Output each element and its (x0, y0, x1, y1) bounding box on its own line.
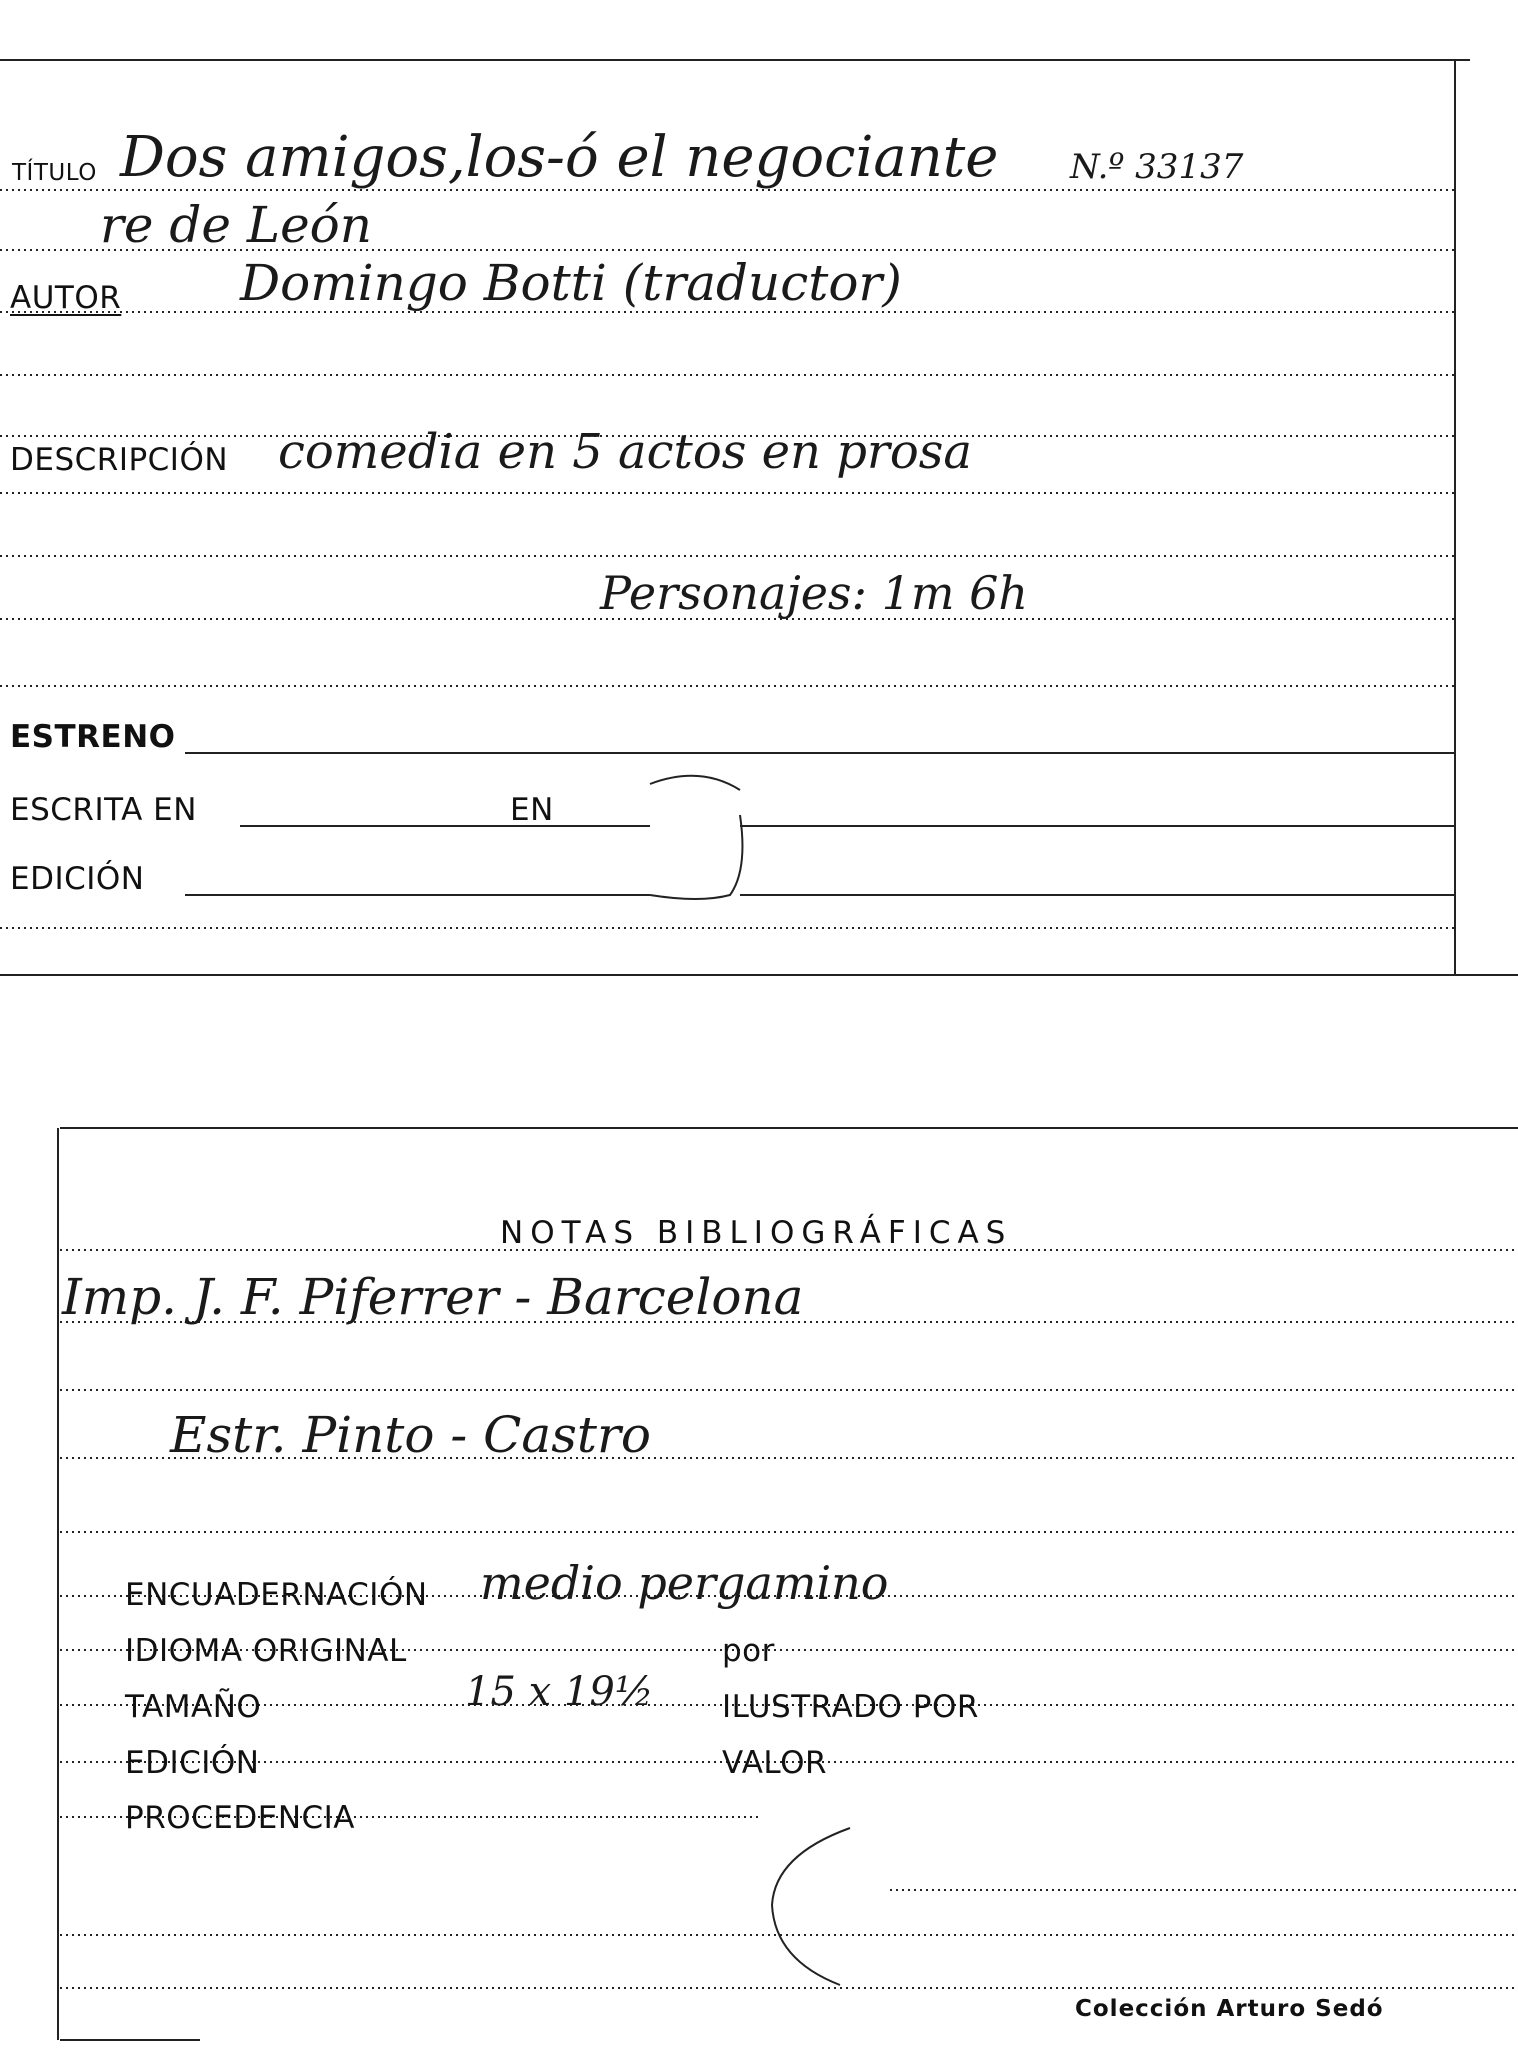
tamano-label: TAMAÑO (125, 1689, 262, 1725)
traducido-por-label: por (722, 1633, 775, 1669)
encuadernacion-label: ENCUADERNACIÓN (125, 1577, 428, 1613)
titulo-value-continued: re de León (100, 196, 372, 254)
descripcion-value: comedia en 5 actos en prosa (278, 424, 973, 480)
nota-estreno: Estr. Pinto - Castro (170, 1406, 651, 1464)
escrita-en-lugar-label: EN (510, 792, 554, 828)
procedencia-label: PROCEDENCIA (125, 1800, 356, 1836)
estreno-label: ESTRENO (10, 719, 176, 755)
edicion-label: EDICIÓN (10, 861, 145, 897)
tamano-value: 15 x 19½ (465, 1669, 654, 1715)
autor-label: AUTOR (10, 280, 122, 316)
encuadernacion-value: medio pergamino (480, 1556, 889, 1610)
autor-value: Domingo Botti (traductor) (240, 254, 902, 312)
titulo-value: Dos amigos,los-ó el negociante (120, 125, 999, 190)
titulo-label: TÍTULO (12, 160, 97, 186)
nota-imprenta: Imp. J. F. Piferrer - Barcelona (62, 1268, 804, 1326)
ilustrado-por-label: ILUSTRADO POR (722, 1689, 979, 1725)
notas-heading: NOTAS BIBLIOGRÁFICAS (500, 1215, 1013, 1251)
edicion-back-label: EDICIÓN (125, 1745, 260, 1781)
coleccion-footer: Colección Arturo Sedó (1075, 1996, 1384, 2022)
descripcion-label: DESCRIPCIÓN (10, 442, 229, 478)
valor-label: VALOR (722, 1745, 828, 1781)
personajes-value: Personajes: 1m 6h (600, 566, 1029, 620)
escrita-en-label: ESCRITA EN (10, 792, 197, 828)
idioma-original-label: IDIOMA ORIGINAL (125, 1633, 407, 1669)
registro-number: N.º 33137 (1070, 147, 1244, 187)
